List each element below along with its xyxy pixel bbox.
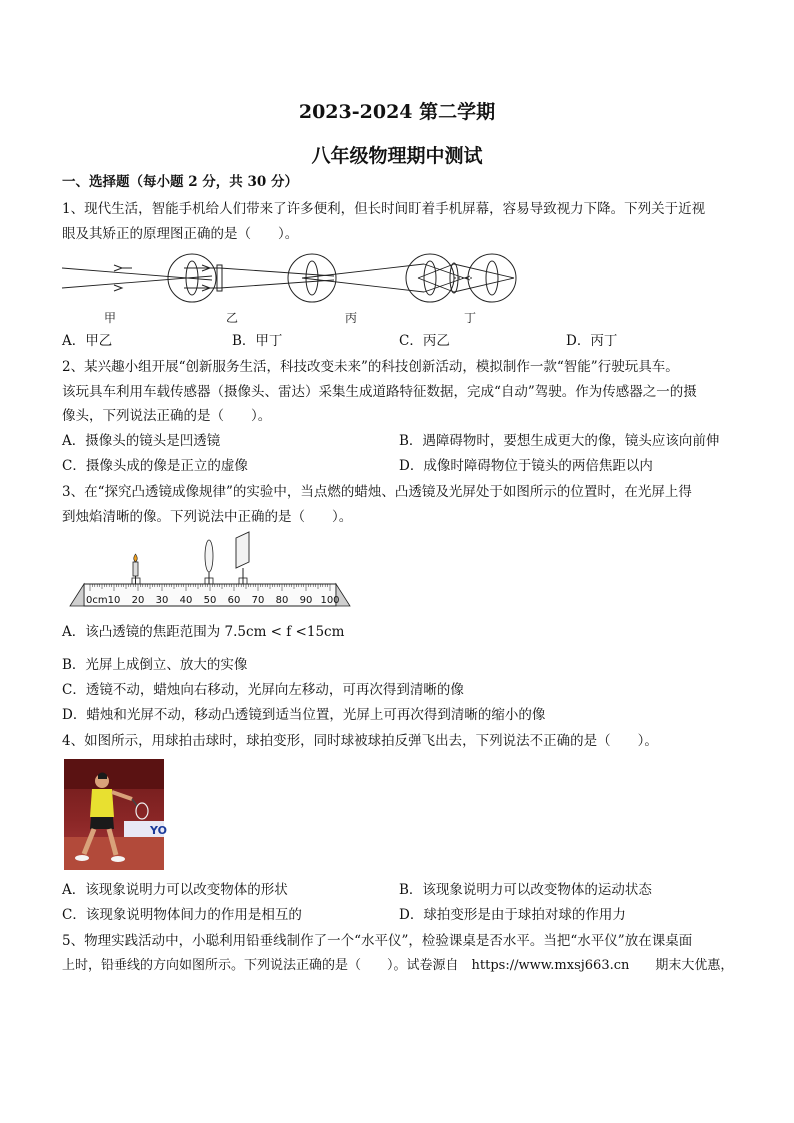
fig-label-ding: 丁 <box>464 311 477 325</box>
badminton-player-photo <box>64 759 167 870</box>
ruler-tick-label: 60 <box>227 595 241 606</box>
eye-diagram-bing <box>302 254 474 302</box>
q3-stem-line1: 3、在“探究凸透镜成像规律”的实验中，当点燃的蜡烛、凸透镜及光屏处于如图所示的位置时，在光屏上得 <box>62 484 692 500</box>
q2-option-c: C．摄像头成的像是正立的虚像 <box>62 458 248 474</box>
ruler-tick-label: 70 <box>251 595 265 606</box>
q5-stem-line1: 5、物理实践活动中，小聪利用铅垂线制作了一个“水平仪”，检验课桌是否水平。当把“水平仪”放在课桌面 <box>62 933 693 949</box>
q3-option-a: A．该凸透镜的焦距范围为 7.5cm < f <15cm <box>62 624 345 640</box>
ruler-tick-label: 90 <box>299 595 313 606</box>
q2-stem-line2: 该玩具车利用车载传感器（摄像头、雷达）采集生成道路特征数据，完成“自动”驾驶。作为传感器之一的摄 <box>62 384 697 400</box>
q3-option-d: D．蜡烛和光屏不动，移动凸透镜到适当位置，光屏上可再次得到清晰的缩小的像 <box>62 707 546 723</box>
ruler-tick-label: 0cm <box>86 595 108 606</box>
light-screen <box>236 532 249 584</box>
ruler-tick-label: 20 <box>131 595 145 606</box>
banner-text: YO <box>150 824 167 837</box>
ruler-tick-label: 40 <box>179 595 193 606</box>
q2-option-d: D．成像时障碍物位于镜头的两倍焦距以内 <box>399 458 653 474</box>
q1-stem-line1: 1、现代生活，智能手机给人们带来了许多便利，但长时间盯着手机屏幕，容易导致视力下降。下列关于近视 <box>62 201 706 217</box>
fig-label-jia: 甲 <box>104 311 117 325</box>
q5-stem-line2: 上时，铅垂线的方向如图所示。下列说法正确的是（ ）。试卷源自 https://www.mxsj663.cn 期末大优惠， <box>62 958 734 973</box>
exam-term-title: 2023-2024 第二学期 <box>298 101 496 123</box>
q2-stem-line3: 像头，下列说法正确的是（ ）。 <box>62 408 272 424</box>
ruler-tick-label: 100 <box>320 595 340 606</box>
exam-title: 八年级物理期中测试 <box>311 145 483 167</box>
q1-eye-diagrams <box>62 250 532 330</box>
q3-option-b: B．光屏上成倒立、放大的实像 <box>62 657 248 673</box>
eye-diagram-jia <box>62 254 216 302</box>
q3-stem-line2: 到烛焰清晰的像。下列说法中正确的是（ ）。 <box>62 509 353 525</box>
eye-diagram-yi <box>184 254 336 302</box>
candle <box>133 554 138 584</box>
q4-stem-line1: 4、如图所示，用球拍击球时，球拍变形，同时球被球拍反弹飞出去，下列说法不正确的是（ ）。 <box>62 733 658 749</box>
q4-option-c: C．该现象说明物体间力的作用是相互的 <box>62 907 302 923</box>
player-illustration <box>64 759 167 870</box>
fig-label-yi: 乙 <box>226 311 239 325</box>
q2-option-b: B．遇障碍物时，要想生成更大的像，镜头应该向前伸 <box>399 433 720 449</box>
q4-option-d: D．球拍变形是由于球拍对球的作用力 <box>399 907 626 923</box>
q1-option-c: C．丙乙 <box>399 333 450 349</box>
convex-lens <box>205 540 213 584</box>
q2-stem-line1: 2、某兴趣小组开展“创新服务生活，科技改变未来”的科技创新活动，模拟制作一款“智能”行驶玩具车。 <box>62 359 679 375</box>
ruler-tick-label: 50 <box>203 595 217 606</box>
q4-option-a: A．该现象说明力可以改变物体的形状 <box>62 882 288 898</box>
q1-option-b: B．甲丁 <box>232 333 283 349</box>
ruler-tick-label: 10 <box>107 595 121 606</box>
fig-label-bing: 丙 <box>345 311 358 325</box>
q4-option-b: B．该现象说明力可以改变物体的运动状态 <box>399 882 652 898</box>
q1-stem-line2: 眼及其矫正的原理图正确的是（ ）。 <box>62 226 299 242</box>
optical-bench-figure <box>66 528 354 612</box>
section-heading: 一、选择题（每小题 2 分，共 30 分） <box>62 174 298 190</box>
q1-option-d: D．丙丁 <box>566 333 618 349</box>
ruler-tick-label: 80 <box>275 595 289 606</box>
q3-option-c: C．透镜不动，蜡烛向右移动，光屏向左移动，可再次得到清晰的像 <box>62 682 464 698</box>
q2-option-a: A．摄像头的镜头是凹透镜 <box>62 433 221 449</box>
q1-option-a: A．甲乙 <box>62 333 113 349</box>
ruler-tick-label: 30 <box>155 595 169 606</box>
